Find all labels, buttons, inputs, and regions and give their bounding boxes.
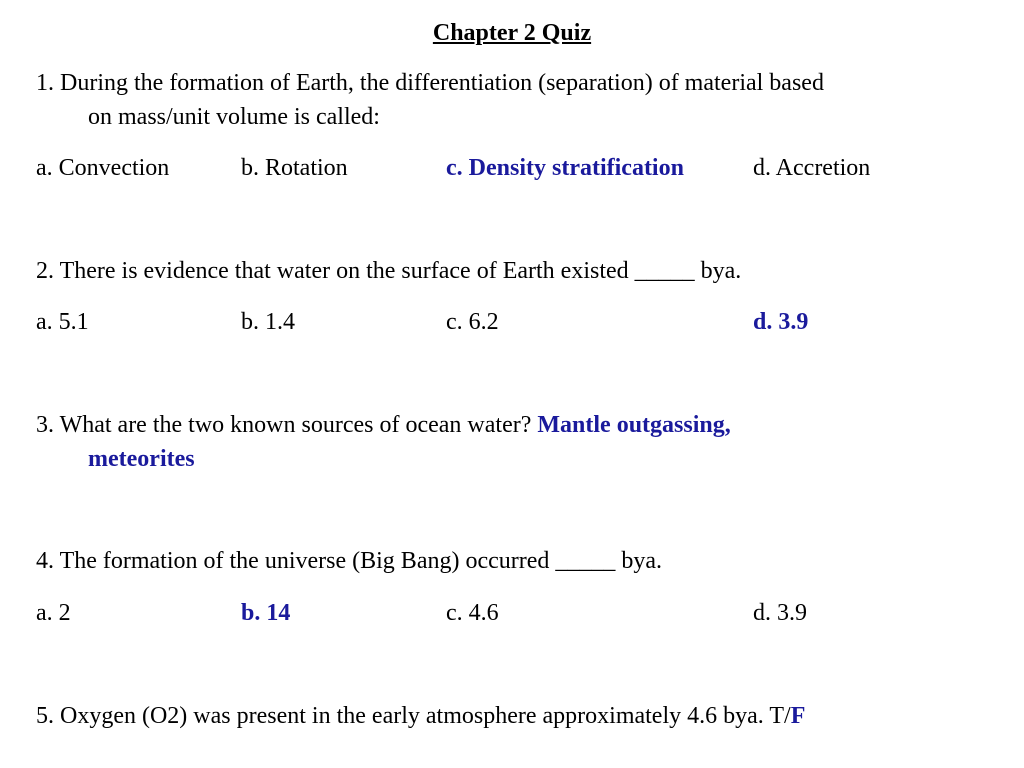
option-c-correct-answer: c. Density stratification bbox=[446, 155, 684, 181]
question-1-text: 1. During the formation of Earth, the differentiation (separation) of material based bbox=[36, 70, 824, 96]
option-a: a. 5.1 bbox=[36, 309, 89, 335]
question-2-options bbox=[36, 305, 986, 339]
question-3-answer: Mantle outgassing, bbox=[537, 412, 731, 438]
option-d-correct-answer: d. 3.9 bbox=[753, 309, 809, 335]
option-a: a. Convection bbox=[36, 155, 170, 181]
option-a: a. 2 bbox=[36, 600, 71, 626]
question-5 bbox=[36, 699, 986, 733]
page-title: Chapter 2 Quiz bbox=[432, 20, 592, 46]
question-4-options bbox=[36, 596, 986, 630]
question-3-answer-continued: meteorites bbox=[88, 446, 195, 472]
question-4 bbox=[36, 544, 986, 578]
option-c: c. 6.2 bbox=[446, 309, 499, 335]
question-5-answer: F bbox=[790, 703, 806, 729]
option-c: c. 4.6 bbox=[446, 600, 499, 626]
option-b-correct-answer: b. 14 bbox=[241, 600, 291, 626]
option-d: d. 3.9 bbox=[753, 600, 807, 626]
option-b: b. Rotation bbox=[241, 155, 348, 181]
question-4-text: 4. The formation of the universe (Big Bang) occurred _____ bya. bbox=[36, 548, 663, 574]
option-d: d. Accretion bbox=[753, 155, 871, 181]
question-1 bbox=[36, 66, 986, 134]
option-b: b. 1.4 bbox=[241, 309, 295, 335]
question-3-text: 3. What are the two known sources of ocean water? bbox=[36, 412, 532, 438]
question-5-text: 5. Oxygen (O2) was present in the early atmosphere approximately 4.6 bya. T/ bbox=[36, 703, 791, 729]
question-2-text: 2. There is evidence that water on the surface of Earth existed _____ bya. bbox=[36, 258, 742, 284]
question-1-options bbox=[36, 151, 986, 185]
question-1-text-continued: on mass/unit volume is called: bbox=[88, 104, 380, 130]
question-3 bbox=[36, 408, 986, 476]
question-2 bbox=[36, 254, 986, 288]
